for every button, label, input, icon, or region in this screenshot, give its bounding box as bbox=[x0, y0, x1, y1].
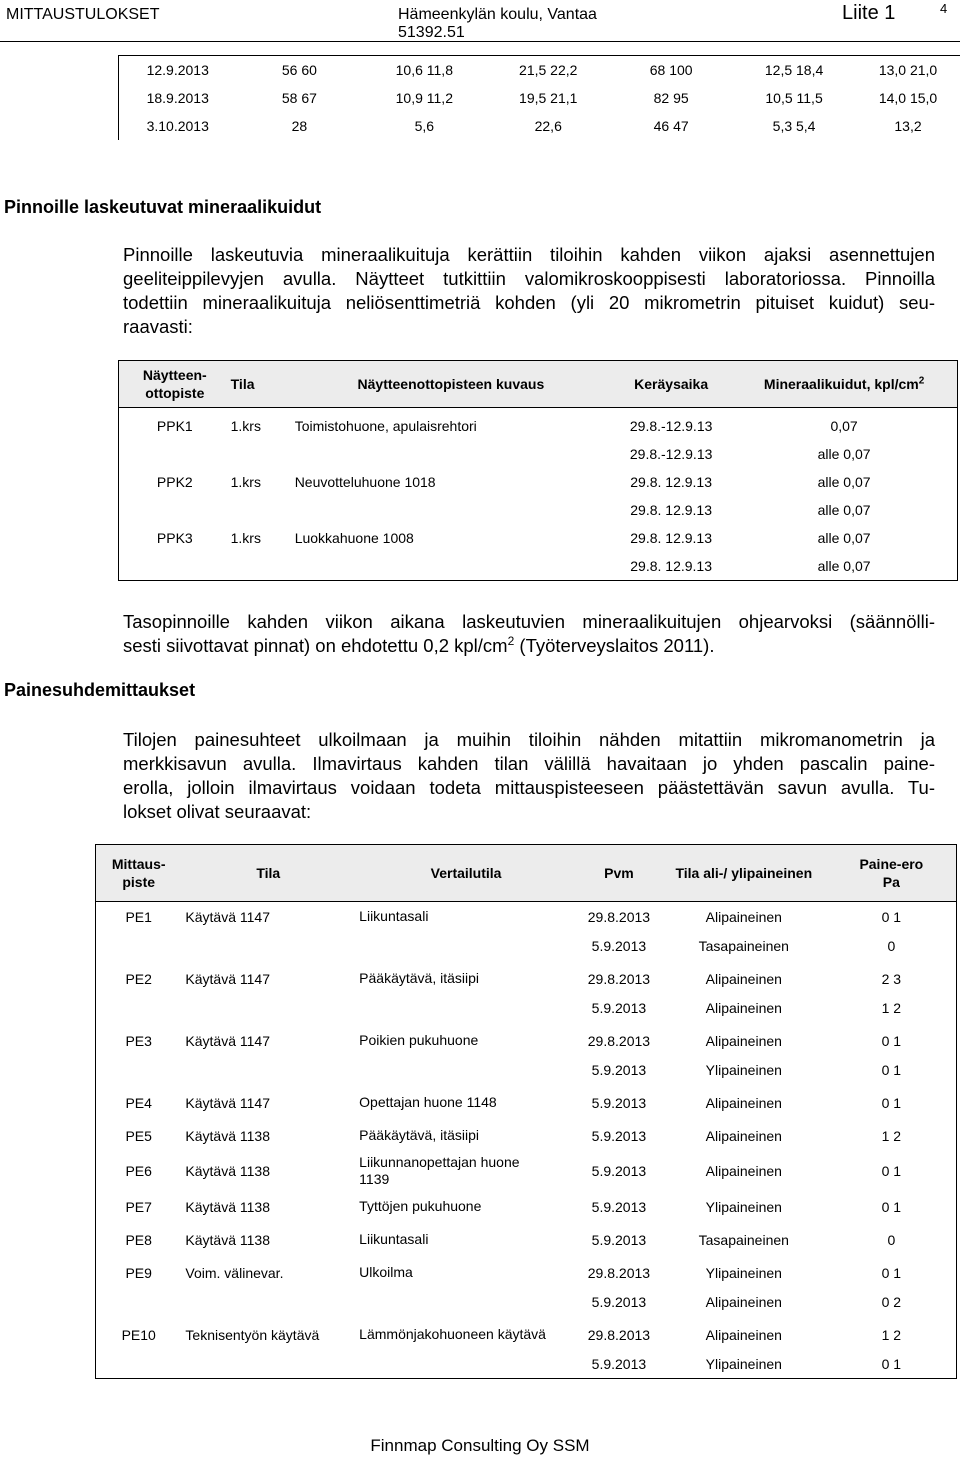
note-line bbox=[123, 634, 935, 658]
table-cell: Alipaineinen bbox=[705, 908, 782, 925]
col-header-description: Näytteenottopisteen kuvaus bbox=[291, 361, 611, 408]
paragraph-line: todettiin mineraalikuituja neliösenttimetriä kohden (yli 20 mikrometrin pituiset kuidut) seu- bbox=[123, 292, 935, 313]
table-cell: 0 1 bbox=[881, 1163, 902, 1179]
table-cell: Alipaineinen bbox=[705, 970, 782, 987]
table-cell: 5.9.2013 bbox=[591, 1127, 647, 1144]
table-cell: 0 bbox=[887, 937, 896, 954]
table-cell: PE6 bbox=[125, 1163, 152, 1179]
table-cell: 0 1 bbox=[881, 1198, 902, 1215]
table-cell: 5.9.2013 bbox=[591, 937, 647, 954]
table-cell: 5.9.2013 bbox=[591, 999, 647, 1016]
table-cell bbox=[355, 993, 577, 1022]
table-cell: 1 2 bbox=[881, 1127, 902, 1144]
table-cell: 29.8.-12.9.13 bbox=[629, 446, 713, 462]
table-cell: Pääkäytävä, itäsiipi bbox=[359, 1127, 480, 1143]
table-cell: 0 bbox=[887, 1231, 896, 1248]
table-cell: 29.8.2013 bbox=[587, 908, 651, 925]
table-cell: Toimistohuone, apulaisrehtori bbox=[294, 418, 477, 434]
table-cell: 1 2 bbox=[881, 1326, 902, 1343]
table-cell: PE10 bbox=[121, 1326, 156, 1343]
table-cell: 29.8.2013 bbox=[587, 1326, 651, 1343]
measurement-row bbox=[119, 56, 960, 85]
table-cell: 46 47 bbox=[653, 118, 689, 134]
minerals-paragraph bbox=[123, 243, 935, 339]
note-line: Tasopinnoille kahden viikon aikana laskeutuvien mineraalikuitujen ohjearvoksi (säännölli- bbox=[123, 611, 935, 632]
table-cell: Ylipaineinen bbox=[705, 1061, 782, 1078]
mineral-row bbox=[119, 408, 958, 441]
mineral-row bbox=[119, 440, 958, 468]
table-cell: Alipaineinen bbox=[705, 1094, 782, 1111]
pressure-row bbox=[96, 1316, 957, 1349]
table-cell bbox=[96, 1287, 182, 1316]
table-cell: 56 60 bbox=[236, 56, 362, 85]
table-cell: Alipaineinen bbox=[705, 1293, 782, 1310]
table-cell bbox=[96, 1055, 182, 1084]
page-footer: Finnmap Consulting Oy SSM bbox=[370, 1436, 590, 1455]
table-cell: 13,0 21,0 bbox=[856, 56, 960, 85]
table-cell: PPK2 bbox=[156, 474, 193, 490]
note-exponent: 2 bbox=[507, 633, 515, 648]
measurements-table bbox=[118, 55, 960, 140]
table-cell bbox=[181, 1055, 355, 1084]
table-cell: Liikuntasali bbox=[359, 1231, 429, 1247]
col-header-collection-time: Keräysaika bbox=[611, 361, 731, 408]
table-cell: 22,6 bbox=[534, 118, 562, 134]
table-cell: 29.8.2013 bbox=[587, 970, 651, 987]
table-cell: 29.8. 12.9.13 bbox=[630, 558, 712, 574]
pressure-row bbox=[96, 931, 957, 960]
pressure-row bbox=[96, 1287, 957, 1316]
table-cell: Neuvotteluhuone 1018 bbox=[294, 474, 436, 490]
table-cell: Liikuntasali bbox=[359, 908, 429, 924]
table-cell bbox=[181, 993, 355, 1022]
table-cell: 5.9.2013 bbox=[591, 1293, 647, 1310]
table-cell bbox=[291, 552, 611, 581]
table-cell bbox=[355, 1349, 577, 1379]
paragraph-line: raavasti: bbox=[123, 316, 193, 337]
table-cell bbox=[355, 1287, 577, 1316]
section-heading-minerals: Pinnoille laskeutuvat mineraalikuidut bbox=[4, 197, 322, 217]
mineral-row bbox=[119, 552, 958, 581]
header-appendix: Liite 1 bbox=[842, 2, 896, 24]
mineral-fibre-table bbox=[118, 360, 958, 581]
table-cell: 5.9.2013 bbox=[591, 1231, 647, 1248]
table-cell: 5.9.2013 bbox=[591, 1094, 647, 1111]
table-cell: 29.8. 12.9.13 bbox=[630, 530, 712, 546]
header-project-number: 51392.51 bbox=[398, 24, 465, 41]
table-cell bbox=[181, 1287, 355, 1316]
table-cell: PE4 bbox=[125, 1094, 152, 1111]
table-cell: PPK3 bbox=[156, 530, 193, 546]
table-cell: Teknisentyön käytävä bbox=[185, 1326, 320, 1343]
table-cell bbox=[291, 440, 611, 468]
pressure-row bbox=[96, 1055, 957, 1084]
col-header-room: Tila bbox=[231, 361, 291, 408]
table-cell: Käytävä 1147 bbox=[185, 1094, 270, 1111]
table-cell: 0 1 bbox=[881, 908, 902, 925]
table-cell: 28 bbox=[291, 118, 308, 134]
table-cell bbox=[119, 552, 231, 581]
table-cell: PE8 bbox=[125, 1231, 152, 1248]
mineral-row bbox=[119, 524, 958, 552]
header-left: MITTAUSTULOKSET bbox=[6, 6, 160, 23]
table-cell: 1.krs bbox=[230, 530, 261, 546]
col-header-date: Pvm bbox=[577, 845, 661, 902]
table-cell: 5.9.2013 bbox=[591, 1198, 647, 1215]
table-cell bbox=[181, 1349, 355, 1379]
table-cell: Käytävä 1138 bbox=[185, 1198, 270, 1215]
table-cell bbox=[355, 931, 577, 960]
table-cell: 5.9.2013 bbox=[591, 1061, 647, 1078]
table-cell: Alipaineinen bbox=[705, 1127, 782, 1144]
mineral-row bbox=[119, 468, 958, 496]
pressure-row bbox=[96, 1349, 957, 1379]
paragraph-line: Tilojen painesuhteet ulkoilmaan ja muihin tiloihin nähden mitattiin mikromanometrin ja bbox=[123, 729, 935, 750]
table-cell bbox=[181, 931, 355, 960]
table-cell bbox=[96, 993, 182, 1022]
table-cell: 58 67 bbox=[281, 90, 317, 106]
note-text: sesti siivottavat pinnat) on ehdotettu 0,2 kpl/cm bbox=[123, 635, 508, 656]
col-header-fibres bbox=[731, 361, 957, 408]
pressure-row bbox=[96, 1150, 957, 1188]
table-cell: Käytävä 1138 bbox=[185, 1231, 270, 1248]
col-header-pressure-state: Tila ali-/ ylipaineinen bbox=[661, 845, 827, 902]
pressure-row bbox=[96, 1254, 957, 1287]
table-cell: 10,9 11,2 bbox=[395, 90, 453, 106]
table-cell: Alipaineinen bbox=[705, 1032, 782, 1049]
note-text: (Työterveyslaitos 2011). bbox=[514, 635, 715, 656]
table-cell: Käytävä 1147 bbox=[185, 1032, 270, 1049]
table-cell: Poikien pukuhuone bbox=[359, 1032, 479, 1048]
table-cell: 5.9.2013 bbox=[591, 1355, 647, 1372]
table-cell: 68 100 bbox=[610, 56, 732, 85]
table-cell bbox=[231, 496, 291, 524]
table-cell: PE9 bbox=[125, 1264, 152, 1281]
table-cell: Käytävä 1147 bbox=[185, 908, 270, 925]
table-cell: Tasapaineinen bbox=[698, 1231, 789, 1248]
table-cell bbox=[291, 496, 611, 524]
header-rule bbox=[0, 41, 960, 42]
table-cell: 1.krs bbox=[230, 418, 261, 434]
paragraph-line: Pinnoille laskeutuvia mineraalikuituja kerättiin tiloihin kahden viikon ajaksi asennettujen bbox=[123, 244, 935, 265]
table-cell: PE7 bbox=[125, 1198, 152, 1215]
table-cell: Ylipaineinen bbox=[705, 1264, 782, 1281]
table-cell: 0 2 bbox=[881, 1293, 902, 1310]
table-cell bbox=[231, 440, 291, 468]
paragraph-line: erolla, jolloin ilmavirtaus voidaan todeta mittauspisteeseen päästettävän savun avulla. Tu- bbox=[123, 777, 935, 798]
table-cell: 29.8. 12.9.13 bbox=[630, 474, 712, 490]
pressure-table bbox=[95, 844, 957, 1379]
table-cell: 0 1 bbox=[881, 1355, 902, 1372]
table-cell: 29.8.-12.9.13 bbox=[629, 418, 713, 434]
table-cell: alle 0,07 bbox=[817, 530, 871, 546]
table-cell: Ulkoilma bbox=[359, 1264, 413, 1280]
col-header-sample-point: Näytteen- ottopiste bbox=[119, 361, 231, 408]
table-cell: 0 1 bbox=[881, 1264, 902, 1281]
table-cell: Tasapaineinen bbox=[698, 937, 789, 954]
col-header-pressure-difference: Paine-ero Pa bbox=[827, 845, 957, 902]
pressure-row bbox=[96, 1117, 957, 1150]
table-cell: 18.9.2013 bbox=[119, 84, 237, 112]
minerals-note bbox=[123, 610, 935, 658]
fibres-unit-label: Mineraalikuidut, kpl/cm bbox=[763, 376, 919, 392]
table-cell bbox=[119, 440, 231, 468]
table-cell bbox=[231, 552, 291, 581]
pressure-row bbox=[96, 1188, 957, 1221]
table-cell: Alipaineinen bbox=[705, 1326, 782, 1343]
table-cell: 10,6 11,8 bbox=[362, 56, 486, 85]
table-cell: PE1 bbox=[125, 908, 152, 925]
table-cell: 29.8. 12.9.13 bbox=[630, 502, 712, 518]
table-cell: Käytävä 1147 bbox=[185, 970, 270, 987]
table-cell: 5.9.2013 bbox=[591, 1163, 647, 1179]
table-cell: 0,07 bbox=[830, 418, 858, 434]
header-school: Hämeenkylän koulu, Vantaa bbox=[398, 6, 597, 23]
table-cell: alle 0,07 bbox=[817, 558, 871, 574]
table-cell: Ylipaineinen bbox=[705, 1355, 782, 1372]
table-cell bbox=[96, 1349, 182, 1379]
pressure-row bbox=[96, 1084, 957, 1117]
table-cell: alle 0,07 bbox=[817, 446, 871, 462]
table-cell bbox=[119, 496, 231, 524]
table-cell bbox=[96, 931, 182, 960]
table-cell: Alipaineinen bbox=[705, 999, 782, 1016]
paragraph-line: merkkisavun avulla. Ilmavirtaus kahden tilan välillä havaitaan jo yhden pascalin paine- bbox=[123, 753, 935, 774]
paragraph-line: lokset olivat seuraavat: bbox=[123, 801, 312, 822]
table-cell: Lämmönjakohuoneen käytävä bbox=[359, 1326, 546, 1342]
table-cell: Tyttöjen pukuhuone bbox=[359, 1198, 482, 1214]
pressure-row bbox=[96, 1221, 957, 1254]
table-cell: 21,5 22,2 bbox=[486, 56, 610, 85]
table-cell: Alipaineinen bbox=[705, 1163, 782, 1179]
table-cell: 1 2 bbox=[881, 999, 902, 1016]
table-cell: 1.krs bbox=[230, 474, 261, 490]
table-cell: Luokkahuone 1008 bbox=[294, 530, 414, 546]
pressure-row bbox=[96, 960, 957, 993]
pressure-row bbox=[96, 1022, 957, 1055]
table-cell: 82 95 bbox=[653, 90, 689, 106]
table-cell: PPK1 bbox=[156, 418, 193, 434]
pressure-row bbox=[96, 993, 957, 1022]
table-cell: 0 1 bbox=[881, 1032, 902, 1049]
table-cell: 5,6 bbox=[414, 118, 435, 134]
fibres-unit-exponent: 2 bbox=[918, 375, 925, 387]
table-cell: Pääkäytävä, itäsiipi bbox=[359, 970, 480, 986]
table-cell: 0 1 bbox=[881, 1094, 902, 1111]
col-header-measure-point: Mittaus- piste bbox=[96, 845, 182, 902]
table-cell: alle 0,07 bbox=[817, 502, 871, 518]
col-header-reference-room: Vertailutila bbox=[355, 845, 577, 902]
measurement-row bbox=[119, 84, 960, 112]
col-header-room: Tila bbox=[181, 845, 355, 902]
table-cell: 2 3 bbox=[881, 970, 902, 987]
table-cell: 12,5 18,4 bbox=[732, 56, 856, 85]
paragraph-line: geeliteippilevyjen avulla. Näytteet tutkittiin valomikroskooppisesti laboratoriossa. Pinnoilla bbox=[123, 268, 935, 289]
table-cell: 5,3 5,4 bbox=[772, 118, 816, 134]
table-cell: Opettajan huone 1148 bbox=[359, 1094, 497, 1110]
table-cell: PE3 bbox=[125, 1032, 152, 1049]
table-cell: alle 0,07 bbox=[817, 474, 871, 490]
table-cell: Liikunnanopettajan huone 1139 bbox=[359, 1154, 520, 1187]
table-cell: 10,5 11,5 bbox=[765, 90, 823, 106]
table-cell: Käytävä 1138 bbox=[185, 1127, 270, 1144]
table-cell: 14,0 15,0 bbox=[878, 90, 938, 106]
table-cell: PE5 bbox=[125, 1127, 152, 1144]
table-cell: PE2 bbox=[125, 970, 152, 987]
table-cell: 0 1 bbox=[881, 1061, 902, 1078]
table-cell: 12.9.2013 bbox=[119, 56, 237, 85]
table-cell: 29.8.2013 bbox=[587, 1264, 651, 1281]
pressure-row bbox=[96, 902, 957, 932]
mineral-row bbox=[119, 496, 958, 524]
pressure-paragraph bbox=[123, 728, 935, 824]
table-cell: Ylipaineinen bbox=[705, 1198, 782, 1215]
section-heading-pressure: Painesuhdemittaukset bbox=[4, 680, 196, 700]
table-cell: Voim. välinevar. bbox=[185, 1264, 284, 1281]
measurement-row bbox=[119, 112, 960, 140]
table-cell bbox=[355, 1055, 577, 1084]
table-cell: 3.10.2013 bbox=[119, 112, 237, 140]
table-cell: 13,2 bbox=[894, 118, 922, 134]
page-number: 4 bbox=[940, 1, 948, 16]
table-cell: 29.8.2013 bbox=[587, 1032, 651, 1049]
table-cell: Käytävä 1138 bbox=[185, 1163, 270, 1179]
table-cell: 19,5 21,1 bbox=[519, 90, 578, 106]
